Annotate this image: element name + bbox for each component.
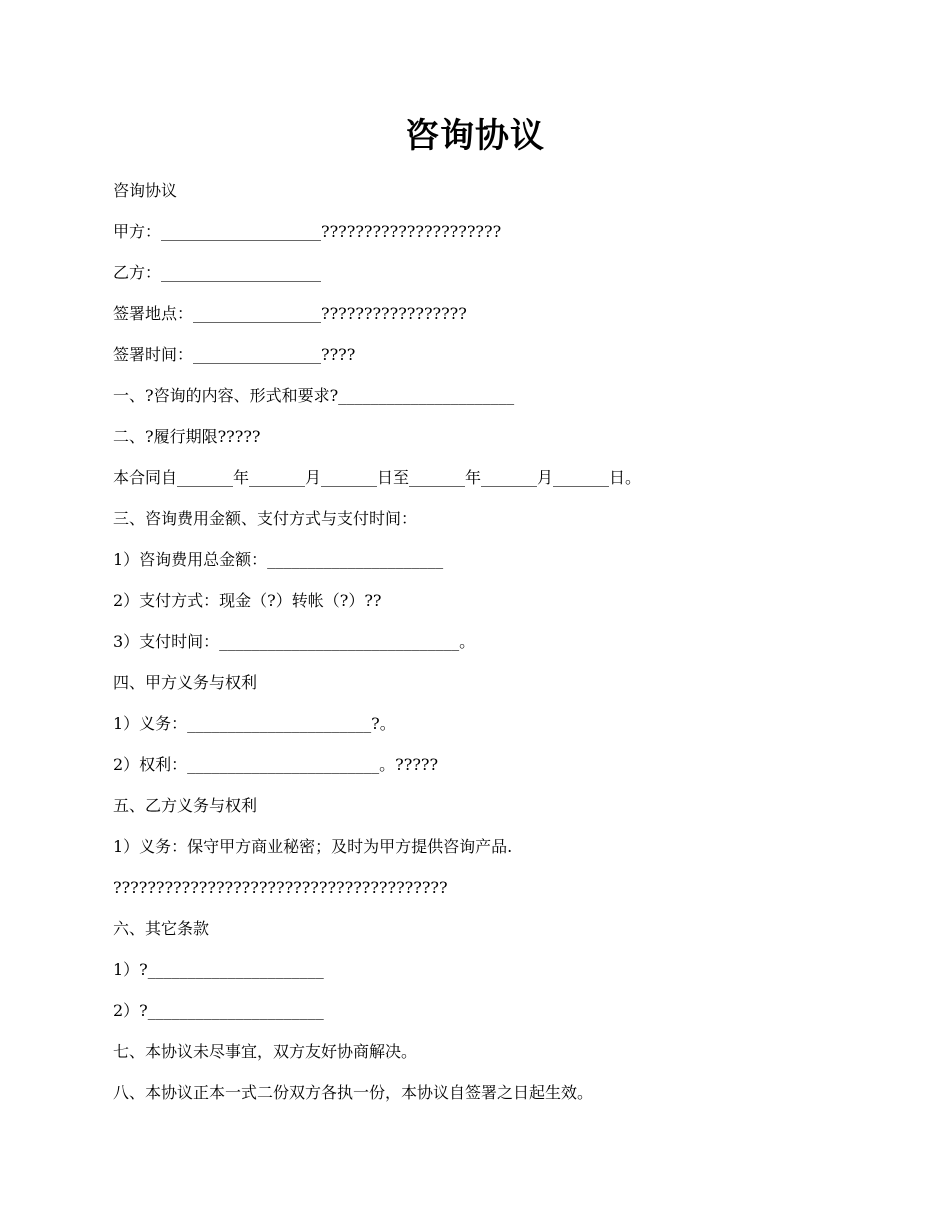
party-b-obligation-line: 1）义务：保守甲方商业秘密；及时为甲方提供咨询产品. — [113, 837, 513, 856]
section-4-line: 四、甲方义务与权利 — [113, 673, 258, 692]
section-2-line: 二、?履行期限????? — [113, 427, 261, 446]
section-7-line: 七、本协议未尽事宜，双方友好协商解决。 — [113, 1042, 418, 1061]
fee-amount-line: 1）咨询费用总金额：______________________ — [113, 550, 444, 569]
heading-line: 咨询协议 — [113, 181, 178, 200]
section-8-line: 八、本协议正本一式二份双方各执一份，本协议自签署之日起生效。 — [113, 1083, 594, 1102]
payment-method-line: 2）支付方式：现金（?）转帐（?）?? — [113, 591, 382, 610]
signing-time-line: 签署时间：________________???? — [113, 345, 356, 364]
other-term-2-line: 2）?______________________ — [113, 1001, 324, 1020]
section-5-line: 五、乙方义务与权利 — [113, 796, 258, 815]
signing-place-line: 签署地点：________________????????????????? — [113, 304, 467, 323]
contract-period-line: 本合同自_______年_______月_______日至_______年_______月_______日。 — [113, 468, 642, 487]
section-6-line: 六、其它条款 — [113, 919, 210, 938]
payment-time-line: 3）支付时间：______________________________。 — [113, 632, 476, 651]
party-a-line: 甲方：____________________????????????????????? — [113, 222, 502, 241]
placeholder-line: ??????????????????????????????????????? — [113, 878, 448, 897]
other-term-1-line: 1）?______________________ — [113, 960, 324, 979]
party-a-obligation-line: 1）义务：_______________________?。 — [113, 714, 396, 733]
document-title: 咨询协议 — [405, 116, 545, 156]
section-3-line: 三、咨询费用金额、支付方式与支付时间： — [113, 509, 418, 528]
section-1-line: 一、?咨询的内容、形式和要求?______________________ — [113, 386, 515, 405]
party-b-line: 乙方：____________________ — [113, 263, 322, 282]
party-a-right-line: 2）权利：________________________。????? — [113, 755, 439, 774]
